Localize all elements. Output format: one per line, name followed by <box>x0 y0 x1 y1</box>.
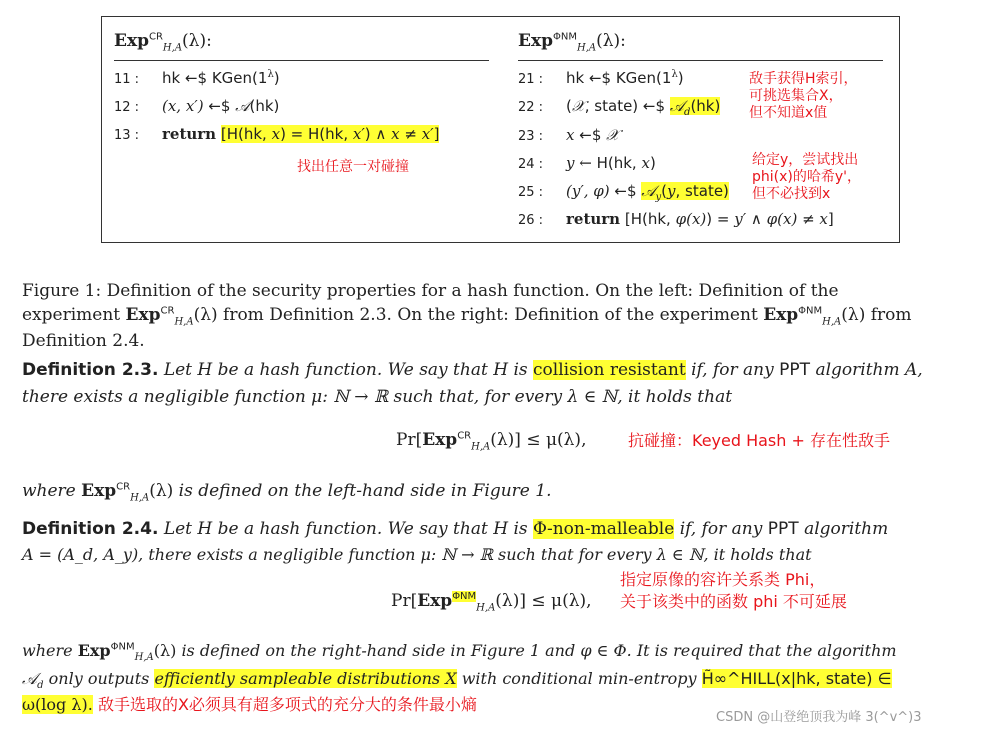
caption-line-1: Figure 1: Definition of the security properties for a hash function. On the left: Definition of the <box>22 281 839 301</box>
right-pane-title: Exp$^{\Phi NM}_{H,A}$(λ): <box>518 31 626 54</box>
figure-box <box>101 16 900 243</box>
left-pane-title: Exp$^{CR}_{H,A}$(λ): <box>114 31 212 54</box>
def23-line-1: Definition 2.3. Let H be a hash function. We say that H is collision resistant if, for any PPT algorithm A, <box>22 360 923 380</box>
caption-line-3: Definition 2.4. <box>22 331 145 351</box>
def24-note-3: 敌手选取的X必须具有超多项式的充分大的条件最小熵 <box>97 695 477 714</box>
def23-line-2: there exists a negligible function μ: ℕ → ℝ such that, for every λ ∈ ℕ, it holds that <box>22 387 733 407</box>
def23-note: 抗碰撞：Keyed Hash + 存在性敌手 <box>628 431 890 450</box>
caption-line-2: experiment Exp$^{CR}_{H,A}$(λ) from Definition 2.3. On the right: Definition of the experiment Exp$^{\Phi NM}_{H,A}$(λ) from <box>22 305 912 328</box>
alg-line-21: 21 : hk ←$ $KGen(1^\lambda)$ <box>518 69 684 87</box>
def24-line-c: ω(log λ). 敌手选取的X必须具有超多项式的充分大的条件最小熵 <box>22 695 477 714</box>
def24-line-2: A = (A_d, A_y), there exists a negligible function μ: ℕ → ℝ such that for every λ ∈ ℕ, it holds that <box>22 545 812 564</box>
def23-formula: Pr[Exp$^{CR}_{H,A}$(λ)] ≤ μ(λ), <box>396 430 587 453</box>
csdn-watermark: CSDN @山登绝顶我为峰 3(^v^)3 <box>716 710 922 725</box>
alg-line-25: 25 : (y′, φ) ←$ 𝒜$_y$(y, state) <box>518 182 729 203</box>
alg-line-23: 23 : x ←$ 𝒳 <box>518 126 620 144</box>
right-pane-rule <box>518 60 883 61</box>
def24-where: where Exp$^{\Phi NM}_{H,A}$(λ) is defined on the right-hand side in Figure 1 and φ ∈ Φ. It is required that the algorithm <box>22 641 897 664</box>
def24-note-2: 关于该类中的函数 phi 不可延展 <box>620 592 847 611</box>
alg-line-11: 11 : hk ←$ $KGen(1^\lambda)$ <box>114 69 280 87</box>
alg-line-12: 12 : (x, x′) ←$ 𝒜(hk) <box>114 97 280 115</box>
left-pane-rule <box>114 60 489 61</box>
left-note: 找出任意一对碰撞 <box>297 159 409 175</box>
alg-line-24: 24 : y ← H(hk, x) <box>518 154 656 172</box>
alg-line-26: 26 : return [H(hk, φ(x)) = y′ ∧ φ(x) ≠ x] <box>518 210 834 228</box>
def24-note-1: 指定原像的容许关系类 Phi， <box>620 570 826 589</box>
alg-line-22: 22 : (𝒳, state) ←$ 𝒜$_d$(hk) <box>518 97 721 118</box>
right-note-1: 敌手获得H索引， 可挑选集合X， 但不知道x值 <box>749 71 858 121</box>
def24-formula: Pr[Exp$^{\Phi NM}_{H,A}$(λ)] ≤ μ(λ), <box>391 591 592 614</box>
def23-where: where Exp$^{CR}_{H,A}$(λ) is defined on the left-hand side in Figure 1. <box>22 481 552 504</box>
def24-line-1: Definition 2.4. Let H be a hash function. We say that H is Φ-non-malleable if, for any PPT algorithm <box>22 519 889 539</box>
def24-line-b: 𝒜$_d$ only outputs efficiently sampleable distributions X with conditional min-entropy H̃∞^HILL(x|hk, state) ∈ <box>22 669 892 692</box>
alg-line-13: 13 : return [H(hk, x) = H(hk, x′) ∧ x ≠ x′] <box>114 125 440 143</box>
right-note-2: 给定y，尝试找出 phi(x)的哈希y'， 但不必找到x <box>752 152 861 202</box>
